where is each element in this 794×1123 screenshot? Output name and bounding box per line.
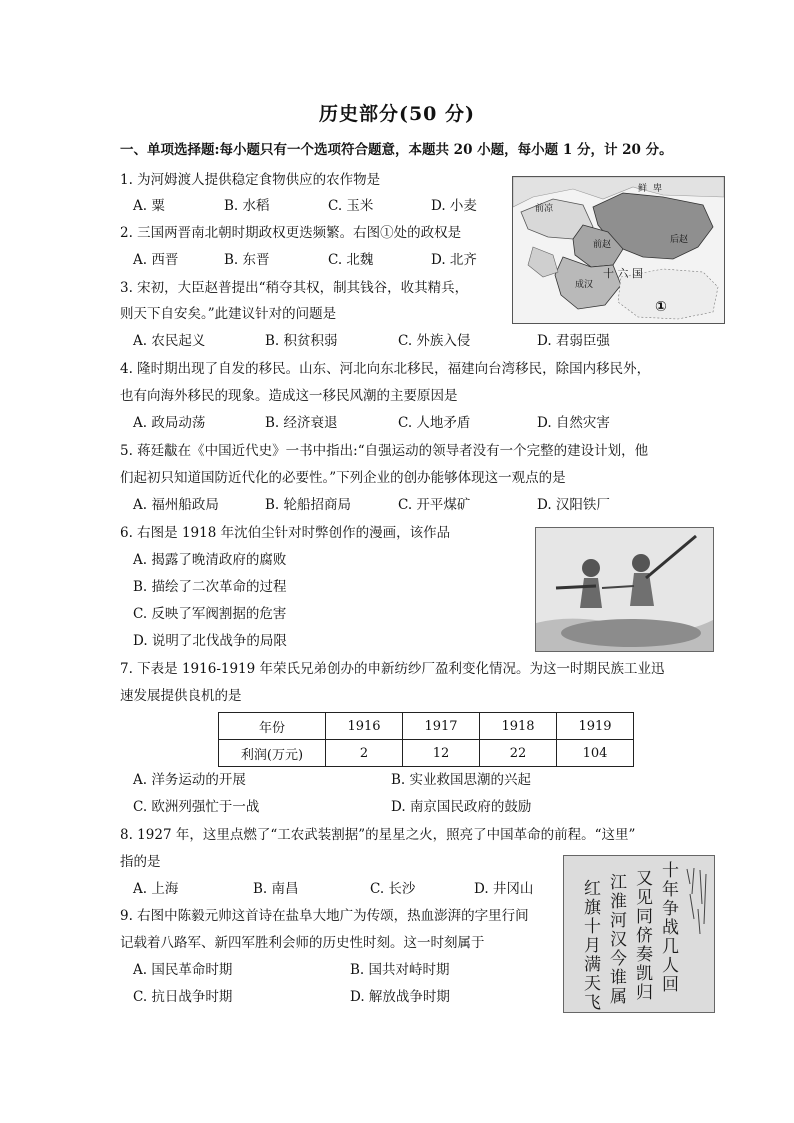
calligraphy-column-4: 红旗十月满天飞 xyxy=(584,879,601,1013)
q2-option-c: C. 北魏 xyxy=(328,252,374,268)
q5-option-b: B. 轮船招商局 xyxy=(265,497,352,513)
page-title: 历史部分(50 分) xyxy=(318,103,476,125)
map-label-shiliuguo: 十 六 国 xyxy=(603,267,643,280)
table-header-year: 年份 xyxy=(219,713,326,740)
table-row xyxy=(219,713,634,740)
q3-stem-line2: 则天下自安矣。”此建议针对的问题是 xyxy=(120,306,337,322)
q5-option-a: A. 福州船政局 xyxy=(133,497,219,513)
map-label-qianliang: 前凉 xyxy=(535,204,554,214)
q4-stem-line2: 也有向海外移民的现象。造成这一移民风潮的主要原因是 xyxy=(120,388,458,404)
q7-option-c: C. 欧洲列强忙于一战 xyxy=(133,799,260,815)
q2-option-a: A. 西晋 xyxy=(133,252,179,268)
q7-option-d: D. 南京国民政府的鼓励 xyxy=(391,799,532,815)
map-figure xyxy=(512,176,725,324)
q1-option-a: A. 粟 xyxy=(133,198,165,214)
q1-stem: 1. 为河姆渡人提供稳定食物供应的农作物是 xyxy=(120,172,381,188)
q1-option-c: C. 玉米 xyxy=(328,198,374,214)
q3-option-a: A. 农民起义 xyxy=(133,333,206,349)
calligraphy-column-1: 十年争战几人回 xyxy=(662,861,679,995)
q4-option-c: C. 人地矛盾 xyxy=(398,415,471,431)
q9-option-b: B. 国共对峙时期 xyxy=(350,962,450,978)
map-label-bei: 卑 xyxy=(653,184,663,194)
q8-option-c: C. 长沙 xyxy=(370,881,416,897)
q8-stem-line2: 指的是 xyxy=(120,854,161,870)
q4-option-b: B. 经济衰退 xyxy=(265,415,338,431)
map-label-qianzhao: 前赵 xyxy=(593,240,612,250)
table-cell: 1917 xyxy=(403,713,480,740)
profit-table xyxy=(218,712,634,767)
q5-option-d: D. 汉阳铁厂 xyxy=(537,497,610,513)
q1-option-b: B. 水稻 xyxy=(224,198,270,214)
table-cell: 12 xyxy=(403,740,480,767)
q5-stem-line2: 们起初只知道国防近代化的必要性。”下列企业的创办能够体现这一观点的是 xyxy=(120,470,566,486)
q7-stem-line1: 7. 下表是 1916-1919 年荣氏兄弟创办的申新纺纱厂盈利变化情况。为这一时期民族工业迅 xyxy=(120,661,665,677)
map-label-xian: 鲜 xyxy=(638,184,648,194)
table-cell: 1918 xyxy=(480,713,557,740)
q7-option-b: B. 实业救国思潮的兴起 xyxy=(391,772,532,788)
warlord-cartoon-image xyxy=(536,528,713,651)
q5-option-c: C. 开平煤矿 xyxy=(398,497,471,513)
table-row xyxy=(219,740,634,767)
map-label-chenghan: 成汉 xyxy=(575,280,594,290)
q3-option-b: B. 积贫积弱 xyxy=(265,333,338,349)
sixteen-kingdoms-map xyxy=(513,177,724,323)
table-cell: 104 xyxy=(557,740,634,767)
table-cell: 1916 xyxy=(326,713,403,740)
q3-option-d: D. 君弱臣强 xyxy=(537,333,610,349)
q2-option-b: B. 东晋 xyxy=(224,252,270,268)
section-heading: 一、单项选择题:每小题只有一个选项符合题意，本题共 20 小题，每小题 1 分，计 20 分。 xyxy=(120,142,673,158)
q8-option-b: B. 南昌 xyxy=(253,881,299,897)
q6-option-d: D. 说明了北伐战争的局限 xyxy=(133,633,287,649)
q6-option-c: C. 反映了军阀割据的危害 xyxy=(133,606,287,622)
q7-stem-line2: 速发展提供良机的是 xyxy=(120,688,242,704)
q3-option-c: C. 外族入侵 xyxy=(398,333,471,349)
q9-option-d: D. 解放战争时期 xyxy=(350,989,450,1005)
calligraphy-figure xyxy=(563,855,715,1013)
q9-option-a: A. 国民革命时期 xyxy=(133,962,233,978)
q4-option-a: A. 政局动荡 xyxy=(133,415,206,431)
table-cell: 2 xyxy=(326,740,403,767)
q7-option-a: A. 洋务运动的开展 xyxy=(133,772,246,788)
q4-option-d: D. 自然灾害 xyxy=(537,415,610,431)
q4-stem-line1: 4. 隆时期出现了自发的移民。山东、河北向东北移民，福建向台湾移民，除国内移民外， xyxy=(120,361,651,377)
q8-option-a: A. 上海 xyxy=(133,881,179,897)
table-cell: 1919 xyxy=(557,713,634,740)
q3-stem-line1: 3. 宋初，大臣赵普提出“稍夺其权，制其钱谷，收其精兵， xyxy=(120,280,469,296)
q9-stem-line2: 记载着八路军、新四军胜利会师的历史性时刻。这一时刻属于 xyxy=(120,935,485,951)
q6-option-a: A. 揭露了晚清政府的腐败 xyxy=(133,552,287,568)
calligraphy-column-3: 江淮河汉今谁属 xyxy=(610,873,627,1007)
q6-option-b: B. 描绘了二次革命的过程 xyxy=(133,579,287,595)
map-marker-1: ① xyxy=(655,299,667,315)
q1-option-d: D. 小麦 xyxy=(431,198,477,214)
q8-option-d: D. 井冈山 xyxy=(474,881,534,897)
table-cell: 22 xyxy=(480,740,557,767)
q9-option-c: C. 抗日战争时期 xyxy=(133,989,233,1005)
q8-stem-line1: 8. 1927 年，这里点燃了“工农武装割据”的星星之火，照亮了中国革命的前程。“这里” xyxy=(120,827,636,843)
q5-stem-line1: 5. 蒋廷黻在《中国近代史》一书中指出:“自强运动的领导者没有一个完整的建设计划，他 xyxy=(120,443,649,459)
map-label-houzhao: 后赵 xyxy=(670,235,689,245)
table-header-profit: 利润(万元) xyxy=(219,740,326,767)
cartoon-figure xyxy=(535,527,714,652)
calligraphy-column-2: 又见同侪奏凯归 xyxy=(636,869,653,1003)
q9-stem-line1: 9. 右图中陈毅元帅这首诗在盐阜大地广为传颂，热血澎湃的字里行间 xyxy=(120,908,529,924)
q2-option-d: D. 北齐 xyxy=(431,252,477,268)
q2-stem: 2. 三国两晋南北朝时期政权更迭频繁。右图①处的政权是 xyxy=(120,225,462,241)
calligraphy-inscription-scribble xyxy=(682,864,712,944)
q6-stem: 6. 右图是 1918 年沈伯尘针对时弊创作的漫画，该作品 xyxy=(120,525,451,541)
